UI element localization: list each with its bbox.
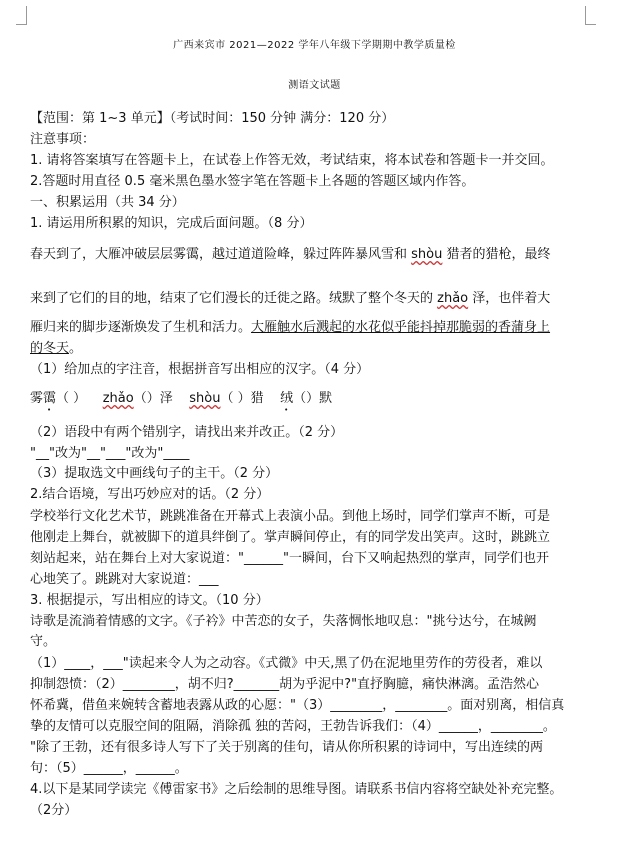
q2-line1: 学校举行文化艺术节，跳跳准备在开幕式上表演小品。到他上场时，同学们掌声不断，可是 bbox=[30, 509, 551, 524]
q3-line5: 怀希冀，借鱼来婉转含蓄地表露从政的心愿："（3）________，________。面对别离，相信真 bbox=[30, 698, 565, 713]
q4-line1: 4.以下是某同学读完《傅雷家书》之后绘制的思维导图。请联系书信内容将空缺处补充完整。 bbox=[30, 782, 563, 797]
q2-line3: 刻站起来，站在舞台上对大家说道："______"一瞬间，台下又响起热烈的掌声，同学们也开 bbox=[30, 551, 549, 566]
q3-line1: 诗歌是流淌着情感的文字。《子衿》中苦恋的女子，失落惆怅地叹息："挑兮达兮，在城阙 bbox=[30, 614, 537, 629]
q1-passage-line2: 来到了它们的目的地，结束了它们漫长的迁徙之路。绒默了整个冬天的 zhǎo 泽，也伴着大 bbox=[30, 291, 551, 306]
underlined-sentence: 大雁触水后溅起的水花似乎能抖掉那脆弱的香蒲身上 bbox=[251, 320, 551, 335]
q3-line7: "除了王勃，还有很多诗人写下了关于别离的佳句，请从你所积累的诗词中，写出连续的两 bbox=[30, 740, 543, 755]
q1-stem: 1. 请运用所积累的知识，完成后面问题。（8 分） bbox=[30, 216, 313, 231]
q3-line6: 挚的友情可以克服空间的阻隔，消除孤 独的苦闷，王勃告诉我们：（4）______，________。 bbox=[30, 719, 556, 734]
notes-item-2: 2.答题时用直径 0.5 毫米黑色墨水签字笔在答题卡上各题的答题区域内作答。 bbox=[30, 174, 475, 189]
q1-sub1-answer-row: 雾霭（ ） zhǎo（）泽 shòu（ ）猎 绒（）默 bbox=[30, 391, 333, 406]
q1-sub2-answer: "__"改为"__"___"改为"____ bbox=[30, 446, 190, 461]
document-title-line2: 测语文试题 bbox=[288, 80, 341, 91]
q1-sub3: （3）提取选文中画线句子的主干。（2 分） bbox=[30, 466, 279, 481]
q1-sub1: （1）给加点的字注音，根据拼音写出相应的汉字。（4 分） bbox=[30, 362, 370, 377]
pinyin-zhao: zhǎo bbox=[437, 291, 469, 306]
margin-mark-right bbox=[585, 6, 596, 25]
margin-mark-left bbox=[16, 6, 27, 25]
q1-sub2: （2）语段中有两个错别字，请找出来并改正。（2 分） bbox=[30, 425, 344, 440]
q1-passage-line4: 的冬天。 bbox=[30, 341, 83, 356]
document-title-line1: 广西来宾市 2021—2022 学年八年级下学期期中教学质量检 bbox=[173, 40, 456, 51]
notes-heading: 注意事项： bbox=[30, 132, 96, 147]
q4-line2: （2分） bbox=[30, 803, 78, 818]
exam-meta: 【范围：第 1~3 单元】（考试时间：150 分钟 满分：120 分） bbox=[30, 111, 395, 126]
q3-line4: 抑制怨愤：（2）________，胡不归?_______胡为乎泥中?"直抒胸臆，痛快淋漓。孟浩然心 bbox=[30, 677, 540, 692]
underlined-sentence-end: 的冬天 bbox=[30, 341, 70, 356]
q2-stem: 2.结合语境，写出巧妙应对的话。（2 分） bbox=[30, 487, 270, 502]
q3-line2: 守。 bbox=[30, 634, 57, 649]
q2-line2: 他刚走上舞台，就被脚下的道具绊倒了。掌声瞬间停止，有的同学发出笑声。这时，跳跳立 bbox=[30, 530, 551, 545]
notes-item-1: 1. 请将答案填写在答题卡上，在试卷上作答无效，考试结束，将本试卷和答题卡一并交回。 bbox=[30, 153, 554, 168]
pinyin-shou: shòu bbox=[411, 247, 443, 262]
section-heading: 一、积累运用（共 34 分） bbox=[30, 195, 185, 210]
q3-line3: （1）____，___"读起来令人为之动容。《式微》中天,黑了仍在泥地里劳作的劳役者，难以 bbox=[30, 656, 543, 671]
q3-stem: 3. 根据提示，写出相应的诗文。（10 分） bbox=[30, 593, 269, 608]
q3-line8: 句：（5）______，______。 bbox=[30, 761, 188, 776]
q1-passage-line3: 雁归来的脚步逐渐焕发了生机和活力。大雁触水后溅起的水花似乎能抖掉那脆弱的香蒲身上 bbox=[30, 320, 551, 335]
q2-line4: 心地笑了。跳跳对大家说道：___ bbox=[30, 572, 219, 587]
q1-passage-line1: 春天到了，大雁冲破层层雾霭，越过道道险峰，躲过阵阵暴风雪和 shòu 猎者的猎枪，最终 bbox=[30, 247, 551, 262]
